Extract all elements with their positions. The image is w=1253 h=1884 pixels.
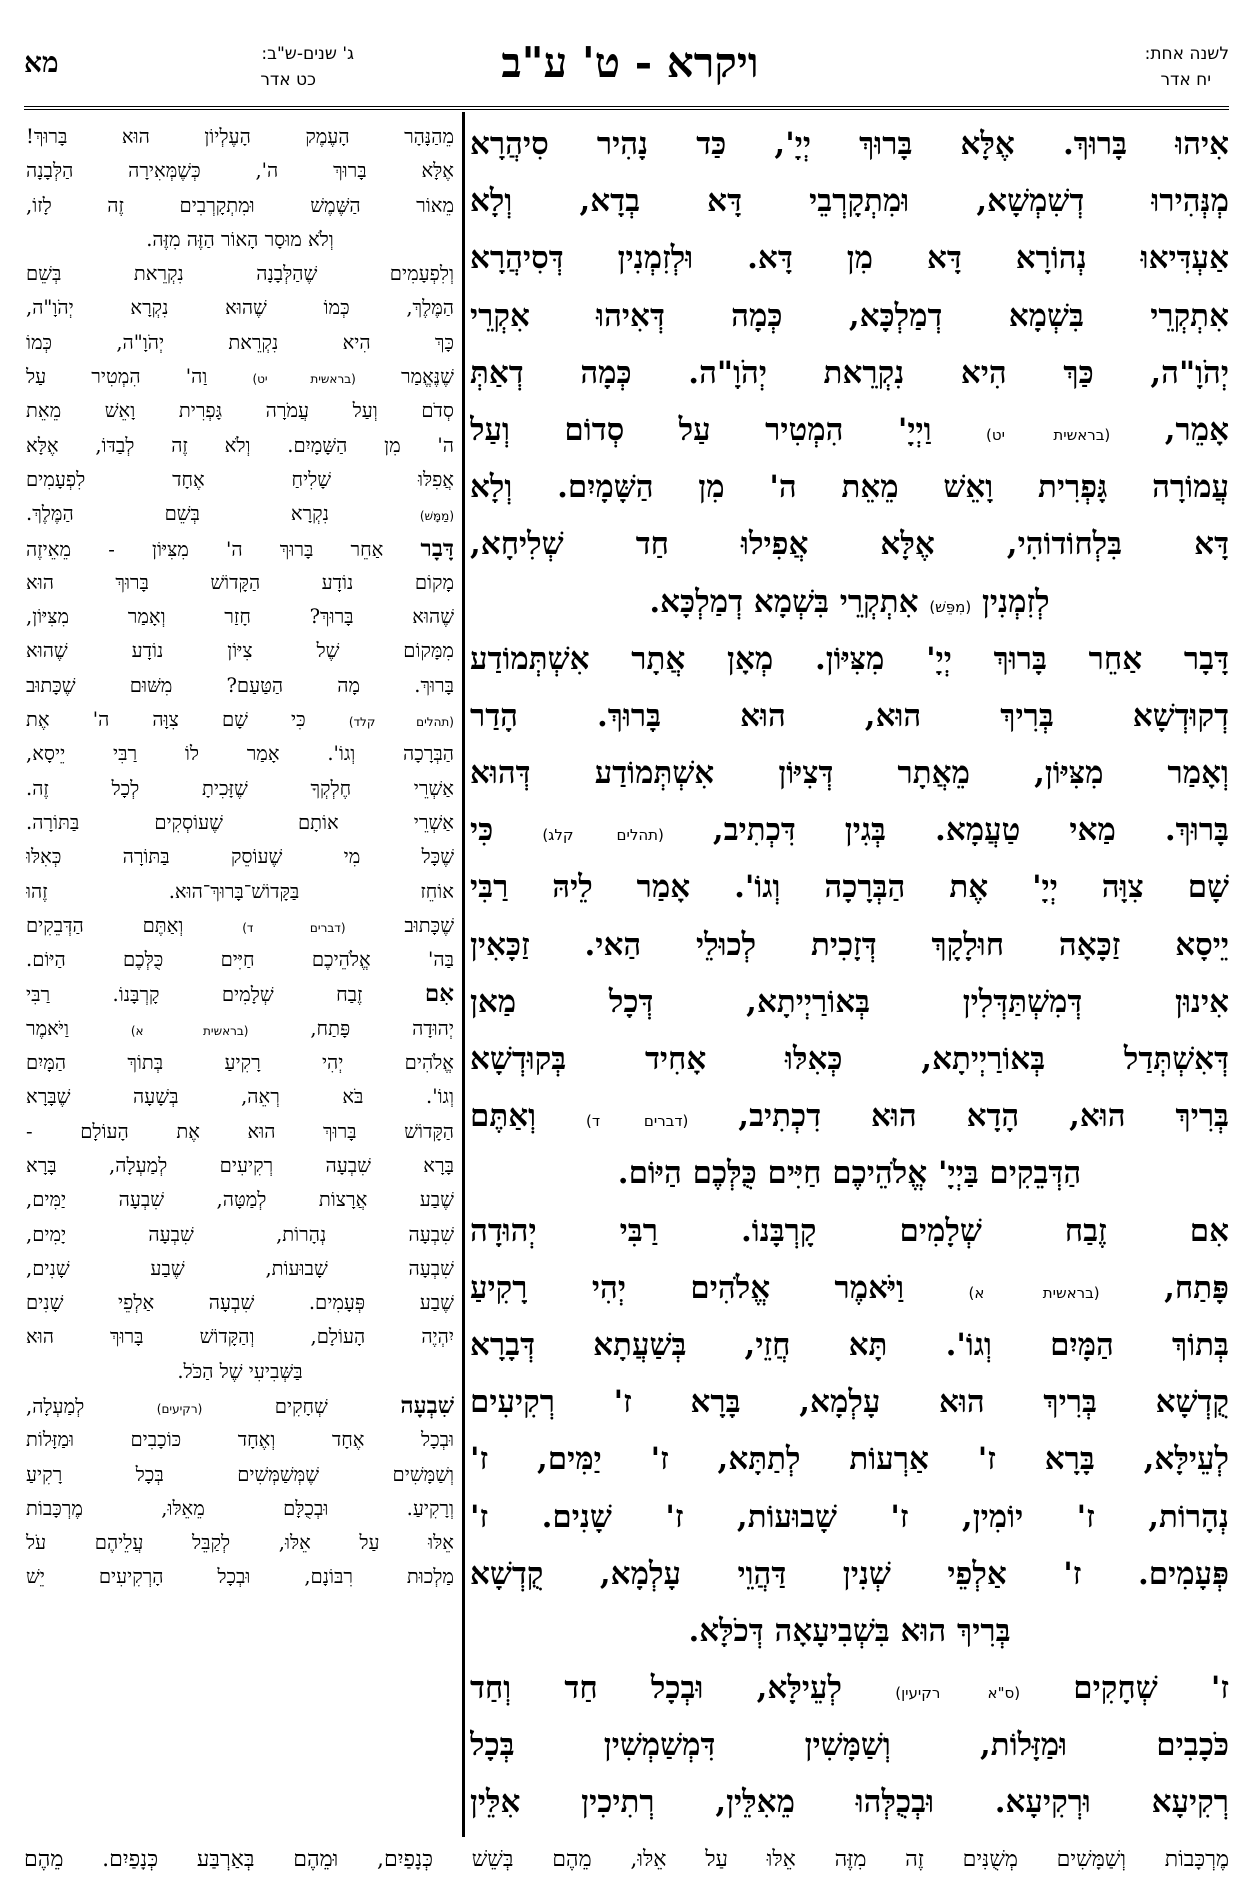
text-line: ה' מִן הַשָּׁמָיִם. וְלֹא זֶה לְבַדּוֹ, אֶלָּא	[26, 433, 454, 457]
text-line: שֶׁבַע פְּעָמִים. שִׁבְעָה אַלְפֵי שָׁנִים	[26, 1291, 454, 1315]
text-line: אִינוּן דְּמִשְׁתַּדְּלִין בְּאוֹרַיְיתָא, דְּכָל מַאן	[470, 983, 1229, 1020]
text-line: וְאָמַר מִצִּיּוֹן, מֵאֲתָר דְּצִיּוֹן אִשְׁתְּמוֹדַע דְּהוּא	[470, 755, 1229, 792]
text-line: יֵיסָא זַכָּאָה חוּלָקָךְ דְּזָכִית לְכוּלֵי הַאי. זַכָּאִין	[470, 926, 1229, 963]
text-line: קֻדְשָׁא בְּרִיךְ הוּא עָלְמָא, בָּרָא ז' רְקִיעִים	[470, 1384, 1229, 1421]
text-line: שֶׁהוּא בָּרוּךְ? חָזַר וְאָמַר מִצִּיּוֹן,	[26, 605, 454, 629]
text-line: אַשְׁרֵי חֶלְקְךָ שֶׁזָּכִיתָ לְכָל זֶה.	[26, 776, 454, 800]
text-line: נְהָרוֹת, ז' יוֹמִין, ז' שָׁבוּעוֹת, ז' שָׁנִים. ז'	[470, 1498, 1229, 1535]
text-line: בְּתוֹךְ הַמָּיִם וְגוֹ'. תָּא חֲזֵי, בְּשַׁעֲתָא דְּבָרָא	[470, 1326, 1229, 1363]
text-line: שִׁבְעָה שָׁבוּעוֹת, שֶׁבַע שָׁנִים,	[26, 1256, 454, 1280]
text-line: (מַמָּשׁ) נִקְרָא בְּשֵׁם הַמֶּלֶךְ.	[26, 502, 454, 526]
text-line: מָקוֹם נוֹדָע הַקָּדוֹשׁ בָּרוּךְ הוּא	[26, 570, 454, 594]
text-line: דְקוּדְשָׁא בְּרִיךְ הוּא, הוּא בָּרוּךְ. הָדַר	[470, 697, 1229, 734]
text-line: אוֹחֵז בַּקָּדוֹשׁ־בָּרוּךְ־הוּא. זֶהוּ	[26, 879, 454, 903]
text-line: אַעְדִּיאוּ נְהוֹרָא דָּא מִן דָּא. וּלְזִמְנִין דְּסִיהֲרָא	[470, 240, 1229, 277]
text-line: יְהוּדָה פָּתַח, (בראשית א) וַיֹּאמֶר	[26, 1016, 454, 1040]
text-line: אֲפִלּוּ שָׁלִיחַ אֶחָד לִפְעָמִים	[26, 467, 454, 491]
text-line: פָּתַח, (בראשית א) וַיֹּאמֶר אֱלֹהִים יְהִי רָקִיעַ	[470, 1269, 1229, 1306]
text-line: אִיהוּ בָּרוּךְ. אֶלָּא בָּרוּךְ יְיָ', כַּד נָהִיר סִיהֲרָא	[470, 126, 1229, 162]
text-line: וְגוֹ'. בֹּא רְאֵה, בְּשָׁעָה שֶׁבָּרָא	[26, 1085, 454, 1109]
schedule-three-years-date: כט אדר	[260, 70, 316, 90]
text-line: שֶׁבַע אֲרָצוֹת לְמַטָּה, שִׁבְעָה יַמִּים,	[26, 1188, 454, 1212]
text-line: שִׁבְעָה נְהָרוֹת, שִׁבְעָה יָמִים,	[26, 1222, 454, 1246]
text-line: הַמֶּלֶךְ, כְּמוֹ שֶׁהוּא נִקְרָא יְהֹוָ"ה,	[26, 296, 454, 320]
text-line: וְשַׁמָּשִׁים שֶׁמְּשַׁמְּשִׁים בְּכָל רָקִיעַ	[26, 1462, 454, 1486]
text-line: שֶׁנֶּאֱמַר (בראשית יט) וַה' הִמְטִיר עַל	[26, 365, 454, 389]
text-line: דָּא בִּלְחוֹדוֹהִי, אֶלָּא אֲפִילוּ חַד שְׁלִיחָא,	[470, 526, 1229, 563]
text-line: אָמֵר, (בראשית יט) וַיְיָ' הִמְטִיר עַל סְדוֹם וְעַל	[470, 411, 1229, 448]
text-line: שָׁם צִוָּה יְיָ' אֶת הַבְּרָכָה וְגוֹ'. אָמַר לֵיהּ רַבִּי	[470, 869, 1229, 906]
text-line: מֵהַנָּהָר הָעֶמֶק הָעֶלְיוֹן הוּא בָּרוּךְ!	[26, 125, 454, 148]
header-divider	[24, 106, 1229, 110]
text-line: מֵאוֹר הַשֶּׁמֶשׁ וּמִתְקָרְבִים זֶה לָזוֹ,	[26, 193, 454, 217]
text-line: מַלְכוּת רִבּוֹנָם, וּבְכָל הָרְקִיעִים יֵשׁ	[26, 1565, 454, 1589]
text-line: כֹּכָבִים וּמַזָּלוֹת, וְשַׁמָּשִׁין דִּמְשַׁמְשִׁין בְּכָל	[470, 1727, 1229, 1764]
text-line: דְּאִשְׁתְּדַל בְּאוֹרַיְיתָא, כְּאִלּוּ אָחִיד בְּקוּדְשָׁא	[470, 1041, 1229, 1077]
text-line: סְדֹם וְעַל עֲמֹרָה גָּפְרִית וָאֵשׁ מֵאֵת	[26, 399, 454, 423]
text-line: יְהֹוָ"ה, כַּךְ הִיא נִקְרֵאת יְהֹוָ"ה. כְּמָה דְאַתְּ	[470, 354, 1229, 391]
text-line: לְזִמְנִין (מִפֵּשׁ) אִתְקְרֵי בִּשְׁמָא דְמַלְכָּא.	[649, 583, 1050, 620]
page-number: מא	[24, 46, 59, 79]
text-line: מְנְּהִירוּ דְשִׁמְשָׁא, וּמִתְקָרְבֵי דָּא בְדָא, וְלָא	[470, 183, 1229, 220]
text-line: (תהלים קלד) כִּי שָׁם צִוָּה ה' אֶת	[26, 708, 454, 732]
schedule-three-years: ג' שנים-ש"ב:	[261, 44, 354, 64]
text-line: שֶׁכָּל מִי שֶׁעוֹסֵק בַּתּוֹרָה כְּאִלּוּ	[26, 845, 454, 869]
text-line: בַּה' אֱלֹהֵיכֶם חַיִּים כֻּלְּכֶם הַיּוֹם.	[26, 948, 454, 972]
text-line: וּבְכָל אֶחָד וְאֶחָד כּוֹכָבִים וּמַזָּלוֹת	[26, 1428, 454, 1452]
text-line: דָּבָר אַחֵר בָּרוּךְ יְיָ' מִצִּיּוֹן. מְאָן אֲתָר אִשְׁתְּמוֹדַע	[470, 640, 1229, 677]
text-line: עֲמוֹרָה גָּפְרִית וָאֵשׁ מֵאֵת ה' מִן הַשָּׁמָיִם. וְלָא	[470, 469, 1229, 506]
text-line: הַקָּדוֹשׁ בָּרוּךְ הוּא אֶת הָעוֹלָם -	[26, 1119, 454, 1143]
text-line: אֶלָּא בָּרוּךְ ה', כְּשֶׁמְּאִירָה הַלְּבָנָה	[26, 159, 454, 183]
text-line: אֱלֹהִים יְהִי רָקִיעַ בְּתוֹךְ הַמָּיִם	[26, 1051, 454, 1075]
text-line: הַדְּבֵקִים בַּיְיָ' אֱלֹהֵיכֶם חַיִּים כֻּלְּכֶם הַיּוֹם.	[617, 1155, 1082, 1192]
text-line: בְּרִיךְ הוּא, הָדָא הוּא דִכְתִיב, (דברים ד) וְאַתֶּם	[470, 1098, 1229, 1135]
text-line: וְרָקִיעַ. וּבְכֻלָּם מֵאֵלּוּ, מֶרְכָּבוֹת	[26, 1496, 454, 1520]
text-line: הַבְּרָכָה וְגוֹ'. אָמַר לוֹ רַבִּי יֵיסָא,	[26, 742, 454, 766]
text-line	[470, 1832, 1229, 1836]
text-line: וְלִפְעָמִים שֶׁהַלְּבָנָה נִקְרֵאת בְּשֵׁם	[26, 262, 454, 286]
text-line: בָּרָא שִׁבְעָה רְקִיעִים לְמַעְלָה, בָּרָא	[26, 1153, 454, 1177]
text-line: אֵלּוּ עַל אֵלּוּ, לְקַבֵּל עֲלֵיהֶם עֹל	[26, 1531, 454, 1555]
text-line: בַּשְּׁבִיעִי שֶׁל הַכֹּל.	[177, 1359, 303, 1383]
header-left	[24, 40, 354, 100]
page-header	[0, 0, 1253, 110]
text-line: שֶׁכָּתוּב (דברים ד) וְאַתֶּם הַדְּבֵקִים	[26, 913, 454, 937]
text-line: וְלֹא מוּסָר הָאוֹר הַזֶּה מִזֶּה.	[146, 227, 334, 251]
schedule-one-year: לשנה אחת:	[1144, 44, 1229, 64]
text-line: כָּךְ הִיא נִקְרֵאת יְהֹוָ"ה, כְּמוֹ	[26, 330, 454, 354]
text-line: אִתְקְרֵי בִּשְׁמָא דְמַלְכָּא, כְּמָה דְּאִיהוּ אִקְרֵי	[470, 297, 1229, 334]
text-line: בָּרוּךְ. מָה הַטַּעַם? מִשּׁוּם שֶׁכָּתוּב	[26, 673, 454, 697]
text-line: לְעֵילָּא, בָּרָא ז' אַרְעוֹת לְתַתָּא, ז' יַמִּים, ז'	[470, 1441, 1229, 1478]
text-line: דָּבָר אַחֵר בָּרוּךְ ה' מִצִּיּוֹן - מֵאֵיזֶה	[26, 534, 454, 562]
column-divider	[462, 112, 465, 1837]
text-line: רְקִיעָא וּרְקִיעָא. וּבְכֻלְּהוּ מֵאִלֵּין, רְתִיכִין אִלֵּין	[470, 1784, 1229, 1821]
text-line: שִׁבְעָה שְׁחָקִים (רקיעים) לְמַעְלָה,	[26, 1391, 454, 1419]
aramaic-main-column	[470, 116, 1229, 1836]
text-line: יִהְיֶה הָעוֹלָם, וְהַקָּדוֹשׁ בָּרוּךְ הוּא	[26, 1325, 454, 1349]
page-title: ויקרא - ט' ע"ב	[501, 38, 759, 87]
text-line: ז' שְׁחָקִים (ס"א רקיעין) לְעֵילָּא, וּבְכָל חַד וְחַד	[470, 1670, 1229, 1707]
bottom-continuation-line: מֶרְכָּבוֹת וְשַׁמָּשִׁים מְשֻׁנִּים זֶה מִזֶּה אֵלּוּ עַל אֵלּוּ, מֵהֶם בְּשֵׁשׁ כְּנָפַיִם, וּמֵהֶם בְּאַרְבַּע כְּנָפַיִם. מֵהֶם	[24, 1847, 1229, 1872]
text-line: אַשְׁרֵי אוֹתָם שֶׁעוֹסְקִים בַּתּוֹרָה.	[26, 810, 454, 834]
text-line: בְּרִיךְ הוּא בִּשְׁבִיעָאָה דְּכֹלָּא.	[688, 1612, 1011, 1649]
text-line: אִם זֶבַח שְׁלָמִים קָרְבָּנוֹ. רַבִּי	[26, 980, 454, 1008]
hebrew-translation-column	[26, 120, 454, 1836]
schedule-one-year-date: יח אדר	[1160, 70, 1211, 90]
text-line: פְּעָמִים. ז' אַלְפֵי שְׁנִין דַּהֲוֵי עָלְמָא, קֻדְשָׁא	[470, 1555, 1229, 1592]
header-right	[1009, 40, 1229, 100]
text-line: אִם זֶבַח שְׁלָמִים קָרְבָּנוֹ. רַבִּי יְהוּדָה	[470, 1212, 1229, 1249]
text-line: מִמָּקוֹם שֶׁל צִיּוֹן נוֹדָע שֶׁהוּא	[26, 639, 454, 663]
text-line: בָּרוּךְ. מַאי טַעֲמָא. בְּגִין דִּכְתִיב, (תהלים קלג) כִּי	[470, 812, 1229, 849]
